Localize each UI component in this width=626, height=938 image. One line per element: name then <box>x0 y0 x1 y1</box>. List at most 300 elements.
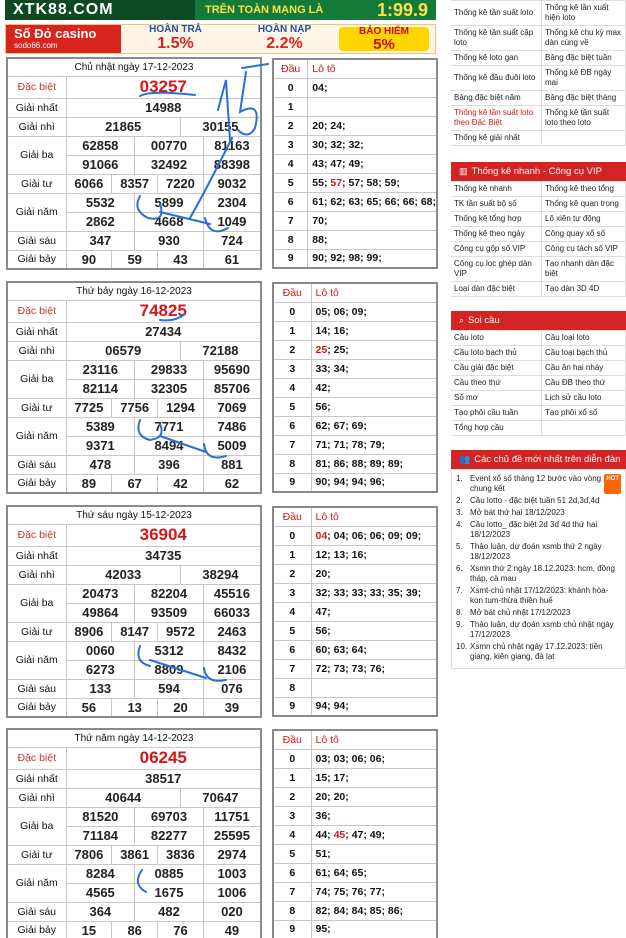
topic-title: Thảo luận, dự đoán xsmb chủ nhật ngày 17/12/2023 <box>470 620 614 639</box>
soi-link[interactable]: Cầu loại loto <box>542 331 626 346</box>
prize-number: 2106 <box>203 660 261 679</box>
topic-number: 1. <box>456 474 463 483</box>
forum-topic[interactable] <box>456 608 621 618</box>
promo-bao-hiem <box>339 27 429 51</box>
prize-number: 1294 <box>158 398 204 417</box>
prize-number: 7806 <box>66 845 112 864</box>
loto-head: 9 <box>273 473 311 492</box>
loto-head: 7 <box>273 211 308 230</box>
quick-link[interactable]: Lô xiên tự động <box>542 212 626 227</box>
topic-number: 3. <box>456 508 463 517</box>
loto-head: 1 <box>273 545 311 564</box>
loto-head: 3 <box>273 583 311 602</box>
loto-values: 88; <box>308 230 437 249</box>
prize-number: 42033 <box>66 565 180 584</box>
quick-link[interactable]: Thống kê theo tổng <box>542 182 626 197</box>
quick-link[interactable]: TK tần suất bộ số <box>451 197 542 212</box>
section-title: Các chủ đề mới nhất trên diễn đàn <box>474 454 621 465</box>
topic-title: Event xổ số tháng 12 bước vào vòng chung kết <box>470 474 602 493</box>
prize-number: 72188 <box>180 341 261 360</box>
loto-head-label: Đầu <box>273 59 308 78</box>
loto-values: 94; 94; <box>311 697 437 716</box>
quick-tools-header <box>451 162 626 181</box>
result-date-title: Thứ sáu ngày 15-12-2023 <box>7 506 261 524</box>
prize-number: 724 <box>203 231 261 250</box>
loto-head: 6 <box>273 640 311 659</box>
prize-number: 1049 <box>203 212 261 231</box>
quick-link[interactable]: Tạo nhanh dàn đặc biệt <box>542 257 626 282</box>
prize-number: 6066 <box>66 174 112 193</box>
prize-number: 15 <box>66 921 112 938</box>
loto-head: 1 <box>273 768 311 787</box>
prize-number: 8494 <box>135 436 204 455</box>
soi-link[interactable]: Lịch sử cầu loto <box>542 391 626 406</box>
prize-label: Giải tư <box>7 398 66 417</box>
prize-number: 5312 <box>135 641 204 660</box>
prize-number: 61 <box>203 250 261 269</box>
prize-number: 93509 <box>135 603 204 622</box>
loto-head: 0 <box>273 749 311 768</box>
loto-head: 2 <box>273 564 311 583</box>
prize-number: 076 <box>203 679 261 698</box>
prize-number: 82277 <box>135 826 204 845</box>
prize-number: 2463 <box>203 622 261 641</box>
loto-values: 62; 67; 69; <box>311 416 437 435</box>
forum-topic[interactable] <box>456 474 621 494</box>
loto-values <box>308 97 437 116</box>
prize-label: Giải tư <box>7 174 66 193</box>
prize-number: 133 <box>66 679 135 698</box>
prize-number: 67 <box>112 474 158 493</box>
prize-label: Giải nhì <box>7 788 66 807</box>
casino-logo <box>6 25 121 53</box>
quick-link[interactable]: Công cụ tách số VIP <box>542 242 626 257</box>
loto-head: 0 <box>273 526 311 545</box>
prize-number: 06579 <box>66 341 180 360</box>
loto-head: 6 <box>273 192 308 211</box>
prize-number: 36904 <box>66 524 261 546</box>
prize-number: 8147 <box>112 622 158 641</box>
loto-head: 1 <box>273 97 308 116</box>
forum-topic[interactable] <box>456 586 621 606</box>
quick-link[interactable]: Thống kê quan trọng <box>542 197 626 212</box>
loto-values <box>311 678 437 697</box>
prize-number: 03257 <box>66 76 261 98</box>
loto-head: 2 <box>273 116 308 135</box>
prize-number: 8809 <box>135 660 204 679</box>
loto-head: 7 <box>273 659 311 678</box>
topic-title: Xsmt-chủ nhật 17/12/2023: khánh hòa-kon tum-thừa thiên huế <box>470 586 609 605</box>
prize-label: Giải năm <box>7 193 66 231</box>
prize-number: 5009 <box>203 436 261 455</box>
soi-link[interactable]: Cầu loto bạch thủ <box>451 346 542 361</box>
loto-head: 3 <box>273 135 308 154</box>
prize-label: Giải bảy <box>7 474 66 493</box>
loto-values: 14; 16; <box>311 321 437 340</box>
quick-link[interactable]: Công cụ lọc ghép dàn VIP <box>451 257 542 282</box>
prize-number: 81163 <box>203 136 261 155</box>
result-table <box>6 505 262 718</box>
prize-number: 85706 <box>203 379 261 398</box>
prize-label: Giải nhất <box>7 546 66 565</box>
stats-link[interactable]: Thống kê tần suất loto <box>451 1 542 26</box>
prize-number: 7771 <box>135 417 204 436</box>
brand-logo: XTK88.COM <box>5 0 195 20</box>
promo-label: HOÀN NẠP <box>257 24 312 36</box>
soi-link[interactable]: Tạo phôi cầu tuần <box>451 406 542 421</box>
promo-value: 5% <box>373 36 395 53</box>
loto-head: 9 <box>273 249 308 268</box>
casino-ad-banner[interactable] <box>5 24 436 54</box>
loto-values-label: Lô tô <box>311 507 437 526</box>
prize-number: 82114 <box>66 379 135 398</box>
prize-label: Giải nhất <box>7 98 66 117</box>
prize-label: Giải ba <box>7 136 66 174</box>
loto-values: 43; 47; 49; <box>308 154 437 173</box>
loto-head: 0 <box>273 78 308 97</box>
prize-label: Giải ba <box>7 807 66 845</box>
forum-topic[interactable] <box>456 520 621 540</box>
stats-link[interactable]: Thống kê loto gan <box>451 51 542 66</box>
loto-head-label: Đầu <box>273 283 311 302</box>
quick-link[interactable]: Tạo dàn 3D 4D <box>542 282 626 297</box>
casino-site: sodo66.com <box>14 40 58 50</box>
prize-number: 90 <box>66 250 112 269</box>
loto-head: 6 <box>273 863 311 882</box>
prize-number: 2862 <box>66 212 135 231</box>
loto-head-label: Đầu <box>273 730 311 749</box>
loto-table <box>272 506 438 717</box>
prize-number: 9572 <box>158 622 204 641</box>
forum-topic[interactable] <box>456 642 621 662</box>
soi-link[interactable]: Cầu loại bạch thủ <box>542 346 626 361</box>
result-table <box>6 281 262 494</box>
prize-number: 347 <box>66 231 135 250</box>
topic-number: 10. <box>456 642 468 651</box>
prize-number: 69703 <box>135 807 204 826</box>
prize-label: Đặc biệt <box>7 524 66 546</box>
promo-value: 2.2% <box>266 34 303 52</box>
quick-tools-links <box>451 181 626 297</box>
loto-values: 74; 75; 76; 77; <box>311 882 437 901</box>
prize-number: 81520 <box>66 807 135 826</box>
loto-head: 4 <box>273 602 311 621</box>
stats-link[interactable]: Thống kê tần suất loto theo Đặc Biệt <box>451 106 542 131</box>
prize-label: Giải tư <box>7 845 66 864</box>
promo-value: 1.5% <box>157 34 194 52</box>
stats-link[interactable]: Thống kê giải nhất <box>451 131 542 146</box>
soi-cau-header <box>451 311 626 330</box>
prize-number: 45516 <box>203 584 261 603</box>
soi-link[interactable]: Cầu giải đặc biệt <box>451 361 542 376</box>
prize-number: 49 <box>203 921 261 938</box>
prize-number: 62858 <box>66 136 135 155</box>
banner-rate: 1:99.9 <box>376 0 428 20</box>
prize-number: 7725 <box>66 398 112 417</box>
users-icon: 👥 <box>459 454 471 464</box>
casino-name: Số Đỏ casino <box>14 26 97 42</box>
stats-link[interactable]: Thống kê lần xuất hiện loto <box>542 1 626 26</box>
prize-number: 4565 <box>66 883 135 902</box>
prize-number: 29833 <box>135 360 204 379</box>
loto-values: 56; <box>311 397 437 416</box>
loto-values-label: Lô tô <box>308 59 437 78</box>
prize-number: 7486 <box>203 417 261 436</box>
promo-hoan-tra <box>121 25 230 52</box>
prize-number: 3861 <box>112 845 158 864</box>
prize-number: 881 <box>203 455 261 474</box>
soi-link[interactable]: Cầu ăn hai nháy <box>542 361 626 376</box>
stats-link <box>542 131 626 146</box>
result-table <box>6 728 262 938</box>
prize-number: 020 <box>203 902 261 921</box>
prize-number: 43 <box>158 250 204 269</box>
prize-number: 71184 <box>66 826 135 845</box>
topic-title: Mở bát thứ hai 18/12/2023 <box>470 508 565 517</box>
prize-label: Giải nhất <box>7 769 66 788</box>
stats-link[interactable]: Thống kê tần suất cặp loto <box>451 26 542 51</box>
loto-values: 71; 71; 78; 79; <box>311 435 437 454</box>
prize-number: 9371 <box>66 436 135 455</box>
loto-values: 15; 17; <box>311 768 437 787</box>
prize-label: Đặc biệt <box>7 300 66 322</box>
prize-number: 2304 <box>203 193 261 212</box>
prize-number: 40644 <box>66 788 180 807</box>
topic-number: 9. <box>456 620 463 629</box>
prize-number: 13 <box>112 698 158 717</box>
hot-badge: HOT <box>604 474 621 494</box>
loto-head: 2 <box>273 787 311 806</box>
loto-head: 3 <box>273 806 311 825</box>
prize-number: 82204 <box>135 584 204 603</box>
quick-link[interactable]: Thống kê tổng hợp <box>451 212 542 227</box>
prize-number: 8284 <box>66 864 135 883</box>
topic-number: 6. <box>456 564 463 573</box>
prize-number: 49864 <box>66 603 135 622</box>
loto-head: 0 <box>273 302 311 321</box>
prize-number: 3836 <box>158 845 204 864</box>
stats-link[interactable]: Bảng đặc biệt năm <box>451 91 542 106</box>
prize-number: 364 <box>66 902 135 921</box>
prize-number: 39 <box>203 698 261 717</box>
loto-values: 03; 03; 06; 06; <box>311 749 437 768</box>
loto-head: 8 <box>273 678 311 697</box>
loto-head: 9 <box>273 697 311 716</box>
forum-topic[interactable] <box>456 620 621 640</box>
prize-number: 0885 <box>135 864 204 883</box>
prize-number: 25595 <box>203 826 261 845</box>
soi-link[interactable]: Số mơ <box>451 391 542 406</box>
topic-number: 7. <box>456 586 463 595</box>
prize-number: 8906 <box>66 622 112 641</box>
loto-values: 12; 13; 16; <box>311 545 437 564</box>
top-ad-banner[interactable] <box>5 0 436 20</box>
loto-head: 8 <box>273 901 311 920</box>
stats-links <box>451 0 626 146</box>
prize-number: 14988 <box>66 98 261 117</box>
prize-label: Giải tư <box>7 622 66 641</box>
prize-number: 7756 <box>112 398 158 417</box>
loto-values: 42; <box>311 378 437 397</box>
prize-number: 0060 <box>66 641 135 660</box>
prize-label: Giải nhì <box>7 117 66 136</box>
prize-number: 62 <box>203 474 261 493</box>
prize-number: 1675 <box>135 883 204 902</box>
loto-values: 82; 84; 84; 85; 86; <box>311 901 437 920</box>
prize-number: 91066 <box>66 155 135 174</box>
loto-values: 81; 86; 88; 89; 89; <box>311 454 437 473</box>
bar-chart-icon: ▥ <box>459 166 468 176</box>
soi-link[interactable]: Cầu loto <box>451 331 542 346</box>
prize-label: Giải sáu <box>7 679 66 698</box>
stats-link[interactable]: Thống kê chu kỳ max dàn cùng về <box>542 26 626 51</box>
loto-head: 4 <box>273 378 311 397</box>
soi-link[interactable]: Tạo phôi xổ số <box>542 406 626 421</box>
soi-link[interactable]: Tổng hợp cầu <box>451 421 542 436</box>
prize-number: 5532 <box>66 193 135 212</box>
prize-number: 6273 <box>66 660 135 679</box>
loto-values-label: Lô tô <box>311 283 437 302</box>
prize-number: 7069 <box>203 398 261 417</box>
prize-number: 1003 <box>203 864 261 883</box>
loto-values: 33; 34; <box>311 359 437 378</box>
stats-link[interactable]: Bảng đặc biệt tháng <box>542 91 626 106</box>
result-date-title: Chủ nhật ngày 17-12-2023 <box>7 58 261 76</box>
prize-label: Giải nhất <box>7 322 66 341</box>
forum-topics <box>451 469 626 669</box>
loto-head: 4 <box>273 154 308 173</box>
forum-topic[interactable] <box>456 508 621 518</box>
prize-label: Giải năm <box>7 864 66 902</box>
prize-label: Giải sáu <box>7 455 66 474</box>
prize-number: 9032 <box>203 174 261 193</box>
loto-values: 04; 04; 06; 06; 09; 09; <box>311 526 437 545</box>
loto-values: 55; 57; 57; 58; 59; <box>308 173 437 192</box>
loto-values: 61; 62; 63; 65; 66; 66; 68; <box>308 192 437 211</box>
loto-values: 05; 06; 09; <box>311 302 437 321</box>
prize-number: 20473 <box>66 584 135 603</box>
loto-head: 7 <box>273 435 311 454</box>
loto-values: 95; <box>311 920 437 938</box>
prize-number: 594 <box>135 679 204 698</box>
result-date-title: Thứ năm ngày 14-12-2023 <box>7 729 261 747</box>
prize-number: 38294 <box>180 565 261 584</box>
prize-number: 66033 <box>203 603 261 622</box>
prize-label: Giải bảy <box>7 698 66 717</box>
topic-title: Xsmn thứ 2 ngày 18.12.2023: hcm, đồng tháp, cà mau <box>470 564 616 583</box>
prize-label: Giải năm <box>7 641 66 679</box>
sidebar <box>451 0 626 669</box>
prize-number: 34735 <box>66 546 261 565</box>
forum-topic[interactable] <box>456 564 621 584</box>
prize-label: Giải nhì <box>7 565 66 584</box>
prize-number: 59 <box>112 250 158 269</box>
result-table <box>6 57 262 270</box>
loto-values: 72; 73; 73; 76; <box>311 659 437 678</box>
loto-head: 5 <box>273 621 311 640</box>
prize-number: 7220 <box>158 174 204 193</box>
section-title: Thống kê nhanh - Công cụ VIP <box>471 166 602 177</box>
loto-head: 8 <box>273 230 308 249</box>
prize-label: Đặc biệt <box>7 76 66 98</box>
loto-head: 7 <box>273 882 311 901</box>
prize-number: 23116 <box>66 360 135 379</box>
prize-label: Giải sáu <box>7 231 66 250</box>
promo-hoan-nap <box>230 25 339 52</box>
loto-values: 61; 64; 65; <box>311 863 437 882</box>
prize-number: 396 <box>135 455 204 474</box>
prize-number: 38517 <box>66 769 261 788</box>
soi-cau-links <box>451 330 626 436</box>
prize-number: 482 <box>135 902 204 921</box>
topic-title: Cầu lotto - đặc biệt tuần 51 2d,3d,4d <box>470 496 600 505</box>
loto-head: 1 <box>273 321 311 340</box>
loto-head-label: Đầu <box>273 507 311 526</box>
prize-label: Giải nhì <box>7 341 66 360</box>
prize-label: Đặc biệt <box>7 747 66 769</box>
prize-number: 89 <box>66 474 112 493</box>
loto-values: 25; 25; <box>311 340 437 359</box>
loto-table <box>272 282 438 493</box>
quick-link[interactable]: Thống kê theo ngày <box>451 227 542 242</box>
prize-number: 5389 <box>66 417 135 436</box>
quick-link[interactable]: Công quay xổ số <box>542 227 626 242</box>
stats-link[interactable]: Thống kê ĐB ngày mai <box>542 66 626 91</box>
quick-link[interactable]: Loại dàn đặc biệt <box>451 282 542 297</box>
loto-head: 3 <box>273 359 311 378</box>
topic-number: 4. <box>456 520 463 529</box>
prize-number: 06245 <box>66 747 261 769</box>
prize-number: 70647 <box>180 788 261 807</box>
stats-link[interactable]: Bảng đặc biệt tuần <box>542 51 626 66</box>
prize-number: 30155 <box>180 117 261 136</box>
prize-number: 21865 <box>66 117 180 136</box>
loto-head: 5 <box>273 397 311 416</box>
quick-link[interactable]: Công cụ gộp số VIP <box>451 242 542 257</box>
prize-number: 88398 <box>203 155 261 174</box>
loto-head: 5 <box>273 173 308 192</box>
topic-number: 5. <box>456 542 463 551</box>
prize-number: 2974 <box>203 845 261 864</box>
prize-number: 42 <box>158 474 204 493</box>
loto-values: 32; 33; 33; 33; 35; 39; <box>311 583 437 602</box>
soi-link[interactable]: Cầu theo thứ <box>451 376 542 391</box>
prize-number: 4668 <box>135 212 204 231</box>
stats-link[interactable]: Thống kê tần suất loto theo loto <box>542 106 626 131</box>
loto-table <box>272 58 438 269</box>
topic-number: 2. <box>456 496 463 505</box>
forum-topic[interactable] <box>456 542 621 562</box>
prize-number: 00770 <box>135 136 204 155</box>
topic-title: Xsmn chủ nhật ngày 17.12.2023: tiền giang, kiên giang, đà lạt <box>470 642 603 661</box>
quick-link[interactable]: Thống kê nhanh <box>451 182 542 197</box>
prize-number: 56 <box>66 698 112 717</box>
soi-link[interactable]: Cầu ĐB theo thứ <box>542 376 626 391</box>
loto-values: 20; <box>311 564 437 583</box>
prize-label: Giải ba <box>7 360 66 398</box>
prize-number: 20 <box>158 698 204 717</box>
stats-link[interactable]: Thống kê đầu đuôi loto <box>451 66 542 91</box>
prize-label: Giải ba <box>7 584 66 622</box>
prize-number: 74825 <box>66 300 261 322</box>
loto-values-label: Lô tô <box>311 730 437 749</box>
prize-number: 32305 <box>135 379 204 398</box>
prize-number: 478 <box>66 455 135 474</box>
loto-values: 70; <box>308 211 437 230</box>
promo-label: BẢO HIỂM <box>359 26 409 37</box>
forum-topic[interactable] <box>456 496 621 506</box>
loto-values: 30; 32; 32; <box>308 135 437 154</box>
